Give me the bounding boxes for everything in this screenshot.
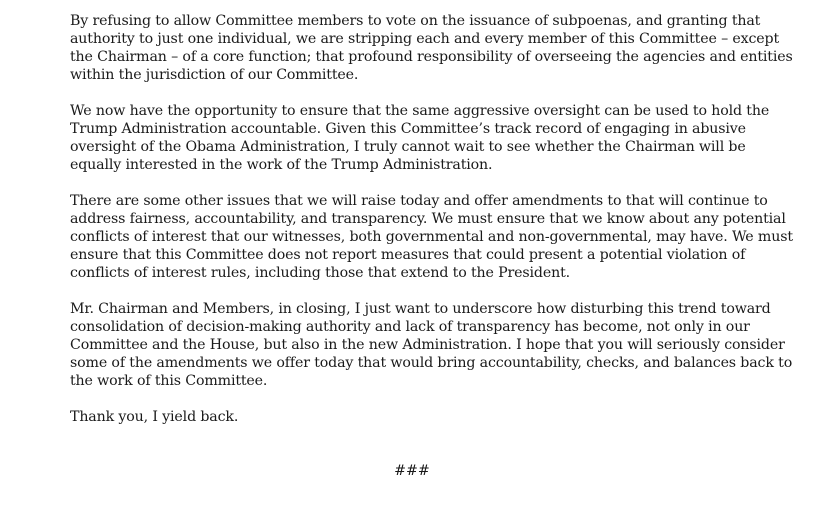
paragraph-closing-remarks: Mr. Chairman and Members, in closing, I just want to underscore how disturbing this trend toward consolidation of decision-making authority and lack of transparency has become, not only in our Committee and the House, but also in the new Administration. I hope that you will seriously consider some of the amendments we offer today that would bring accountability, checks, and balances back to the work of this Committee. [70, 301, 793, 389]
paragraph-amendments: There are some other issues that we will raise today and offer amendments to that will continue to address fairness, accountability, and transparency. We must ensure that we know about any potential conflicts of interest that our witnesses, both governmental and non-governmental, may have. We must ensure that this Committee does not report measures that could present a potential violation of conflicts of interest rules, including those that extend to the President. [70, 193, 793, 281]
paragraph-subpoena-authority: By refusing to allow Committee members to vote on the issuance of subpoenas, and granting that authority to just one individual, we are stripping each and every member of this Committee – except the Chairman – of a core function; that profound responsibility of overseeing the agencies and entities within the jurisdiction of our Committee. [70, 13, 793, 83]
paragraph-oversight: We now have the opportunity to ensure that the same aggressive oversight can be used to hold the Trump Administration accountable. Given this Committee’s track record of engaging in abusive oversight of the Obama Administration, I truly cannot wait to see whether the Chairman will be equally interested in the work of the Trump Administration. [70, 103, 770, 173]
closing-line: Thank you, I yield back. [70, 409, 239, 425]
statement-body [70, 12, 798, 426]
end-of-release-mark: ### [394, 463, 430, 479]
